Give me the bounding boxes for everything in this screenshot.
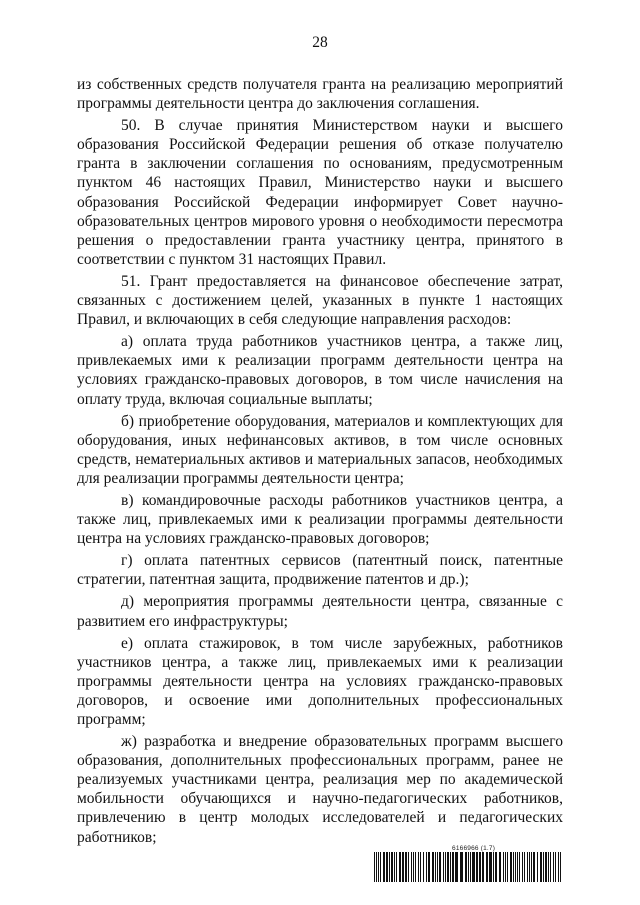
paragraph-51: 51. Грант предоставляется на финансовое обеспечение затрат, связанных с достижением целей, указанных в пункте 1 настоящих Правил, и включающих в себя следующие направления расходов: [77,272,563,329]
document-code: 6166966 (1.7) [452,845,496,852]
list-item-v: в) командировочные расходы работников участников центра, а также лиц, привлекаемых ими к реализации программы деятельности центра на условиях гражданско-правовых договоров; [77,491,563,548]
list-item-e: е) оплата стажировок, в том числе зарубежных, работников участников центра, а также лиц, привлекаемых ими к реализации программы деятельности центра на условиях гражданско-правовых договоров, и освоение ими дополнительных профессиональных программ; [77,634,563,728]
list-item-d: д) мероприятия программы деятельности центра, связанные с развитием его инфраструктуры; [77,593,563,630]
list-item-a: а) оплата труда работников участников центра, а также лиц, привлекаемых ими к реализации программ деятельности центра на условиях гражданско-правовых договоров, в том числе начисления на оплату труда, включая социальные выплаты; [77,333,563,408]
document-body [77,75,563,850]
paragraph-50: 50. В случае принятия Министерством науки и высшего образования Российской Федерации решения об отказе получателю гранта в заключении соглашения по основаниям, предусмотренным пунктом 46 настоящих Правил, Министерство науки и высшего образования Российской Федерации информирует Совет научно-образовательных центров мирового уровня о необходимости пересмотра решения о предоставлении гранта участнику центра, принятого в соответствии с пунктом 31 настоящих Правил. [77,117,563,268]
barcode-image [374,852,564,882]
list-item-zh: ж) разработка и внедрение образовательных программ высшего образования, дополнительных профессиональных программ, ранее не реализуемых участниками центра, реализация мер по академической мобильности обучающихся и научно-педагогических работников, привлечению в центр молодых исследователей и педагогических работников; [77,733,563,846]
list-item-b: б) приобретение оборудования, материалов и комплектующих для оборудования, иных нефинансовых активов, в том числе основных средств, нематериальных активов и материальных запасов, необходимых для реализации программы деятельности центра; [77,412,563,487]
list-item-g: г) оплата патентных сервисов (патентный поиск, патентные стратегии, патентная защита, продвижение патентов и др.); [77,552,563,589]
paragraph-continuation: из собственных средств получателя гранта на реализацию мероприятий программы деятельности центра до заключения соглашения. [77,76,563,113]
page-number: 28 [312,34,328,51]
